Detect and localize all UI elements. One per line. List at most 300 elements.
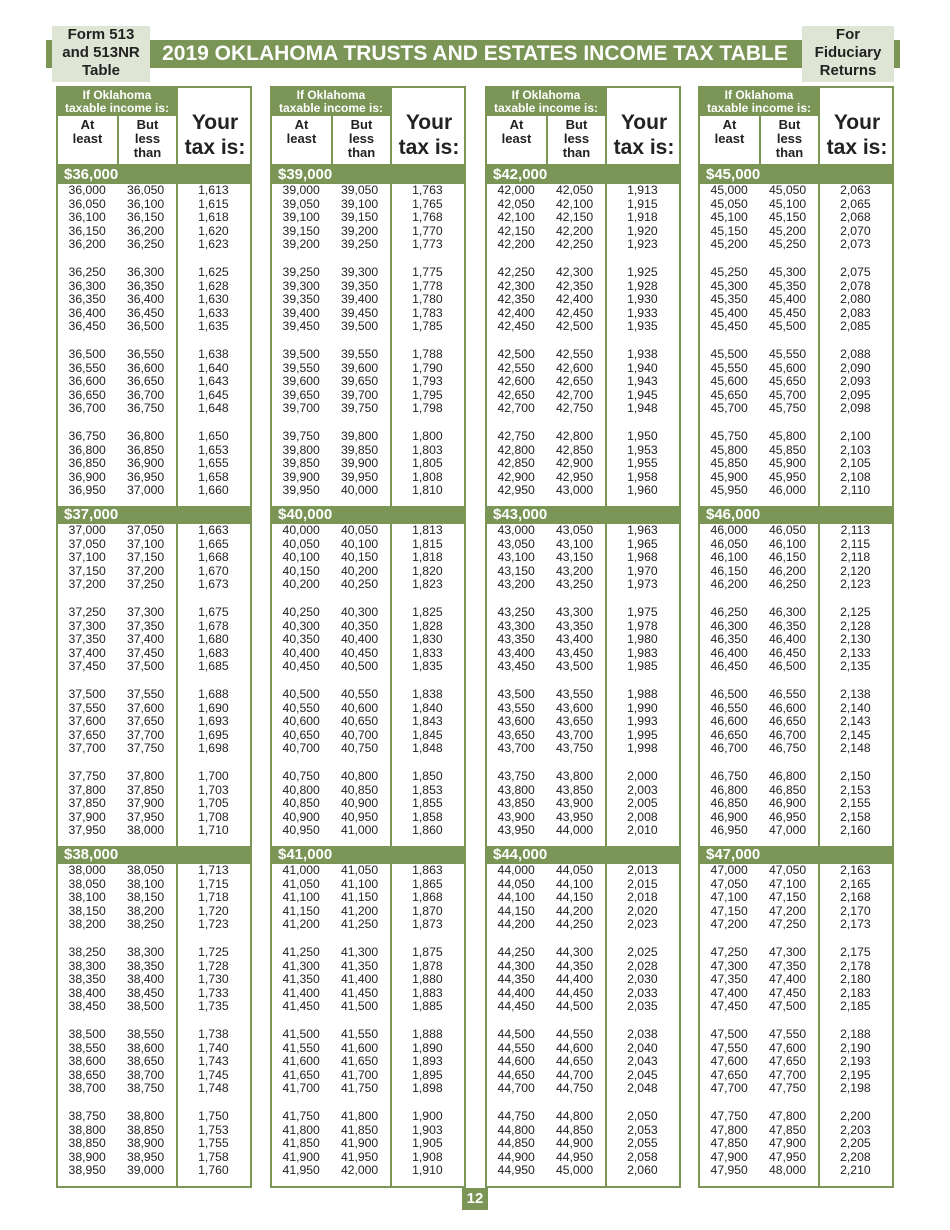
but-less-than-value: 44,650 bbox=[555, 1054, 594, 1069]
but-less-than-value: 47,350 bbox=[768, 958, 807, 973]
but-less-than-value: 38,500 bbox=[126, 999, 165, 1014]
tax-value: 1,940 bbox=[627, 360, 658, 375]
at-least-value: 45,850 bbox=[710, 456, 748, 471]
but-less-than-value: 43,500 bbox=[555, 659, 594, 674]
at-least-value: 45,900 bbox=[710, 469, 748, 484]
tax-value: 1,735 bbox=[198, 999, 229, 1014]
at-least-value: 43,450 bbox=[497, 659, 535, 674]
row-group bbox=[487, 524, 679, 606]
at-least-header-line: least bbox=[714, 131, 745, 146]
at-least-value: 39,550 bbox=[282, 360, 320, 375]
table-row bbox=[700, 784, 892, 798]
tax-value: 2,195 bbox=[840, 1067, 871, 1082]
but-less-than-value: 44,250 bbox=[555, 917, 594, 932]
tax-value: 1,750 bbox=[198, 1109, 229, 1123]
bracket-label: $36,000 bbox=[58, 166, 250, 184]
at-least-value: 42,700 bbox=[497, 401, 535, 416]
table-row bbox=[58, 484, 250, 498]
row-group bbox=[487, 348, 679, 430]
tax-value: 1,865 bbox=[412, 876, 443, 891]
but-less-than-value: 38,800 bbox=[126, 1109, 165, 1123]
at-least-value: 40,250 bbox=[282, 605, 320, 619]
at-least-header-line: At bbox=[80, 117, 95, 132]
tax-value: 2,128 bbox=[840, 618, 871, 633]
table-row bbox=[58, 1055, 250, 1069]
your-tax-header-line: tax is: bbox=[613, 136, 675, 159]
at-least-value: 38,250 bbox=[68, 945, 106, 959]
table-row bbox=[487, 238, 679, 252]
tax-value: 1,788 bbox=[412, 347, 443, 361]
at-least-header-line: At bbox=[722, 117, 737, 132]
but-less-than-value: 46,950 bbox=[768, 809, 807, 824]
at-least-value: 41,050 bbox=[282, 876, 320, 891]
tax-value: 1,973 bbox=[627, 577, 658, 592]
tax-value: 1,948 bbox=[627, 401, 658, 416]
tax-value: 2,110 bbox=[840, 483, 871, 498]
at-least-value: 44,700 bbox=[497, 1081, 535, 1096]
tax-value: 2,115 bbox=[840, 536, 871, 551]
tax-value: 1,718 bbox=[198, 890, 229, 905]
at-least-value: 43,700 bbox=[497, 741, 535, 756]
table-row bbox=[58, 1028, 250, 1042]
but-less-than-value: 45,600 bbox=[768, 360, 807, 375]
row-group bbox=[58, 524, 250, 606]
bracket-label: $42,000 bbox=[487, 166, 679, 184]
but-less-than-value: 36,950 bbox=[126, 469, 165, 484]
but-less-than-value: 39,200 bbox=[340, 223, 379, 238]
but-less-than-value: 41,000 bbox=[340, 823, 379, 838]
tax-value: 1,623 bbox=[198, 237, 229, 252]
tax-value: 2,008 bbox=[627, 809, 658, 824]
column-divider bbox=[818, 864, 820, 1186]
but-less-than-value: 44,850 bbox=[555, 1122, 594, 1137]
at-least-value: 39,750 bbox=[282, 429, 320, 443]
bracket-rows bbox=[58, 184, 250, 506]
but-less-than-value: 47,100 bbox=[768, 876, 807, 891]
at-least-value: 37,700 bbox=[68, 741, 106, 756]
table-row bbox=[272, 1124, 464, 1138]
tax-value: 1,613 bbox=[198, 183, 229, 197]
table-row bbox=[487, 987, 679, 1001]
tax-value: 1,870 bbox=[412, 903, 443, 918]
at-least-value: 37,950 bbox=[68, 823, 106, 838]
but-less-than-value: 42,600 bbox=[555, 360, 594, 375]
but-less-than-value: 38,750 bbox=[126, 1081, 165, 1096]
tax-value: 1,943 bbox=[627, 374, 658, 389]
at-least-value: 44,100 bbox=[497, 890, 535, 905]
table-row bbox=[58, 987, 250, 1001]
tax-value: 2,028 bbox=[627, 958, 658, 973]
row-group bbox=[58, 1110, 250, 1192]
but-less-than-value: 43,850 bbox=[555, 782, 594, 797]
column-divider bbox=[176, 184, 178, 506]
tax-value: 2,190 bbox=[840, 1040, 871, 1055]
row-group bbox=[700, 1028, 892, 1110]
but-less-than-value: 44,450 bbox=[555, 985, 594, 1000]
table-row bbox=[272, 198, 464, 212]
your-tax-header-line: Your bbox=[191, 111, 239, 134]
but-less-than-value: 46,000 bbox=[768, 483, 807, 498]
table-row bbox=[700, 620, 892, 634]
at-least-value: 42,300 bbox=[497, 278, 535, 293]
but-less-than-value: 38,650 bbox=[126, 1054, 165, 1069]
tax-value: 1,935 bbox=[627, 319, 658, 334]
bracket-rows bbox=[700, 184, 892, 506]
tax-value: 1,880 bbox=[412, 972, 443, 987]
table-row bbox=[487, 578, 679, 592]
table-row bbox=[487, 320, 679, 334]
tax-value: 1,803 bbox=[412, 442, 443, 457]
but-less-than-value: 36,550 bbox=[126, 347, 165, 361]
tax-value: 1,983 bbox=[627, 645, 658, 660]
at-least-value: 44,650 bbox=[497, 1067, 535, 1082]
but-less-header-line: But bbox=[778, 117, 801, 132]
tax-value: 1,933 bbox=[627, 305, 658, 320]
table-row bbox=[58, 633, 250, 647]
at-least-value: 39,800 bbox=[282, 442, 320, 457]
at-least-value: 40,550 bbox=[282, 700, 320, 715]
tax-value: 1,743 bbox=[198, 1054, 229, 1069]
row-group bbox=[487, 770, 679, 852]
table-row bbox=[700, 471, 892, 485]
tax-value: 1,805 bbox=[412, 456, 443, 471]
table-row bbox=[700, 688, 892, 702]
table-row bbox=[58, 238, 250, 252]
table-row bbox=[700, 211, 892, 225]
at-least-value: 38,450 bbox=[68, 999, 106, 1014]
bracket-rows bbox=[58, 524, 250, 846]
at-least-value: 46,600 bbox=[710, 714, 748, 729]
bracket-section bbox=[487, 506, 679, 846]
at-least-value: 36,900 bbox=[68, 469, 106, 484]
at-least-value: 42,400 bbox=[497, 305, 535, 320]
at-least-value: 36,000 bbox=[68, 183, 106, 197]
tax-value: 1,633 bbox=[198, 305, 229, 320]
but-less-than-value: 44,100 bbox=[555, 876, 594, 891]
at-least-value: 37,050 bbox=[68, 536, 106, 551]
but-less-than-value: 42,200 bbox=[555, 223, 594, 238]
at-least-value: 46,550 bbox=[710, 700, 748, 715]
at-least-value: 37,550 bbox=[68, 700, 106, 715]
but-less-than-value: 38,400 bbox=[126, 972, 165, 987]
tax-value: 2,103 bbox=[840, 442, 871, 457]
table-row bbox=[272, 362, 464, 376]
table-row bbox=[272, 824, 464, 838]
tax-value: 1,958 bbox=[627, 469, 658, 484]
table-row bbox=[700, 444, 892, 458]
tax-value: 2,018 bbox=[627, 890, 658, 905]
at-least-header-line: least bbox=[501, 131, 532, 146]
bracket-section bbox=[58, 506, 250, 846]
at-least-value: 38,850 bbox=[68, 1136, 106, 1151]
but-less-than-value: 41,400 bbox=[340, 972, 379, 987]
but-less-than-value: 42,950 bbox=[555, 469, 594, 484]
but-less-than-value: 39,250 bbox=[340, 237, 379, 252]
table-row bbox=[487, 633, 679, 647]
but-less-than-value: 43,400 bbox=[555, 632, 594, 647]
but-less-than-header bbox=[548, 118, 605, 160]
but-less-than-value: 42,550 bbox=[555, 347, 594, 361]
tax-value: 1,638 bbox=[198, 347, 229, 361]
table-row bbox=[58, 538, 250, 552]
but-less-than-value: 39,050 bbox=[340, 183, 379, 197]
but-less-than-value: 41,850 bbox=[340, 1122, 379, 1137]
table-row bbox=[58, 225, 250, 239]
at-least-value: 42,850 bbox=[497, 456, 535, 471]
income-header-line: taxable income is: bbox=[64, 101, 170, 115]
tax-value: 1,968 bbox=[627, 550, 658, 565]
at-least-value: 38,050 bbox=[68, 876, 106, 891]
at-least-value: 46,450 bbox=[710, 659, 748, 674]
table-row bbox=[487, 647, 679, 661]
income-header-line: taxable income is: bbox=[493, 101, 599, 115]
at-least-value: 37,600 bbox=[68, 714, 106, 729]
tax-value: 1,720 bbox=[198, 903, 229, 918]
table-row bbox=[700, 184, 892, 198]
at-least-value: 38,500 bbox=[68, 1027, 106, 1041]
table-row bbox=[58, 471, 250, 485]
table-row bbox=[58, 444, 250, 458]
table-row bbox=[272, 1164, 464, 1178]
at-least-value: 47,200 bbox=[710, 917, 748, 932]
but-less-than-value: 36,500 bbox=[126, 319, 165, 334]
at-least-value: 46,900 bbox=[710, 809, 748, 824]
but-less-than-value: 37,000 bbox=[126, 483, 165, 498]
but-less-than-value: 47,950 bbox=[768, 1149, 807, 1164]
table-row bbox=[487, 620, 679, 634]
tax-value: 2,058 bbox=[627, 1149, 658, 1164]
at-least-value: 40,150 bbox=[282, 563, 320, 578]
at-least-value: 43,800 bbox=[497, 782, 535, 797]
tax-value: 1,738 bbox=[198, 1027, 229, 1041]
at-least-value: 42,500 bbox=[497, 347, 535, 361]
at-least-value: 39,150 bbox=[282, 223, 320, 238]
tax-value: 2,013 bbox=[627, 863, 658, 877]
table-row bbox=[58, 1082, 250, 1096]
fiduciary-label-line: Returns bbox=[819, 62, 877, 79]
table-row bbox=[58, 647, 250, 661]
but-less-header-line: less bbox=[563, 131, 590, 146]
table-row bbox=[272, 471, 464, 485]
but-less-than-value: 37,450 bbox=[126, 645, 165, 660]
table-row bbox=[58, 620, 250, 634]
table-row bbox=[272, 1055, 464, 1069]
tax-value: 2,118 bbox=[840, 550, 871, 565]
tax-value: 1,913 bbox=[627, 183, 658, 197]
tax-value: 1,848 bbox=[412, 741, 443, 756]
but-less-than-value: 36,600 bbox=[126, 360, 165, 375]
table-row bbox=[700, 811, 892, 825]
but-less-header-line: less bbox=[776, 131, 803, 146]
but-less-than-value: 46,550 bbox=[768, 687, 807, 701]
tax-value: 1,615 bbox=[198, 196, 229, 211]
row-group bbox=[487, 688, 679, 770]
table-row bbox=[58, 551, 250, 565]
at-least-value: 46,750 bbox=[710, 769, 748, 783]
at-least-value: 45,350 bbox=[710, 292, 748, 307]
tax-value: 2,158 bbox=[840, 809, 871, 824]
at-least-value: 47,650 bbox=[710, 1067, 748, 1082]
at-least-value: 37,150 bbox=[68, 563, 106, 578]
at-least-value: 39,700 bbox=[282, 401, 320, 416]
column-divider bbox=[605, 184, 607, 506]
tax-value: 1,793 bbox=[412, 374, 443, 389]
tax-value: 1,795 bbox=[412, 387, 443, 402]
table-row bbox=[58, 742, 250, 756]
but-less-than-value: 43,200 bbox=[555, 563, 594, 578]
table-row bbox=[58, 729, 250, 743]
tax-value: 2,188 bbox=[840, 1027, 871, 1041]
but-less-than-value: 47,400 bbox=[768, 972, 807, 987]
table-row bbox=[487, 551, 679, 565]
table-row bbox=[58, 1000, 250, 1014]
table-row bbox=[700, 307, 892, 321]
tax-value: 2,093 bbox=[840, 374, 871, 389]
at-least-value: 47,000 bbox=[710, 863, 748, 877]
but-less-than-value: 37,850 bbox=[126, 782, 165, 797]
table-row bbox=[487, 280, 679, 294]
but-less-than-value: 39,500 bbox=[340, 319, 379, 334]
at-least-value: 47,950 bbox=[710, 1163, 748, 1178]
at-least-value: 43,950 bbox=[497, 823, 535, 838]
at-least-value: 44,150 bbox=[497, 903, 535, 918]
at-least-value: 37,100 bbox=[68, 550, 106, 565]
at-least-value: 43,750 bbox=[497, 769, 535, 783]
tax-value: 2,198 bbox=[840, 1081, 871, 1096]
but-less-than-value: 41,950 bbox=[340, 1149, 379, 1164]
tax-value: 1,918 bbox=[627, 210, 658, 225]
tax-value: 1,990 bbox=[627, 700, 658, 715]
at-least-value: 41,500 bbox=[282, 1027, 320, 1041]
but-less-than-value: 40,300 bbox=[340, 605, 379, 619]
tax-value: 1,680 bbox=[198, 632, 229, 647]
tax-value: 1,695 bbox=[198, 727, 229, 742]
at-least-value: 45,200 bbox=[710, 237, 748, 252]
but-less-than-value: 45,750 bbox=[768, 401, 807, 416]
but-less-than-value: 46,650 bbox=[768, 714, 807, 729]
but-less-than-value: 40,800 bbox=[340, 769, 379, 783]
but-less-than-value: 40,950 bbox=[340, 809, 379, 824]
at-least-value: 40,600 bbox=[282, 714, 320, 729]
table-row bbox=[58, 715, 250, 729]
bracket-section bbox=[58, 166, 250, 506]
table-row bbox=[272, 891, 464, 905]
tax-value: 2,015 bbox=[627, 876, 658, 891]
table-row bbox=[272, 402, 464, 416]
at-least-value: 38,300 bbox=[68, 958, 106, 973]
tax-value: 1,655 bbox=[198, 456, 229, 471]
at-least-value: 47,800 bbox=[710, 1122, 748, 1137]
row-group bbox=[487, 1110, 679, 1192]
but-less-than-value: 37,950 bbox=[126, 809, 165, 824]
but-less-than-value: 39,450 bbox=[340, 305, 379, 320]
row-group bbox=[487, 946, 679, 1028]
at-least-value: 36,050 bbox=[68, 196, 106, 211]
table-row bbox=[272, 565, 464, 579]
row-group bbox=[487, 184, 679, 266]
but-less-than-value: 41,250 bbox=[340, 917, 379, 932]
tax-value: 1,643 bbox=[198, 374, 229, 389]
tax-value: 1,818 bbox=[412, 550, 443, 565]
but-less-than-value: 46,500 bbox=[768, 659, 807, 674]
at-least-value: 42,000 bbox=[497, 183, 535, 197]
but-less-than-value: 43,000 bbox=[555, 483, 594, 498]
at-least-value: 36,250 bbox=[68, 265, 106, 279]
bracket-label: $38,000 bbox=[58, 846, 250, 864]
at-least-value: 42,600 bbox=[497, 374, 535, 389]
but-less-than-value: 36,450 bbox=[126, 305, 165, 320]
table-row bbox=[700, 1042, 892, 1056]
but-less-than-value: 43,800 bbox=[555, 769, 594, 783]
table-row bbox=[487, 307, 679, 321]
at-least-value: 39,650 bbox=[282, 387, 320, 402]
bracket-section bbox=[272, 166, 464, 506]
at-least-header-line: least bbox=[72, 131, 103, 146]
table-row bbox=[700, 824, 892, 838]
row-group bbox=[700, 348, 892, 430]
table-row bbox=[700, 198, 892, 212]
bracket-label: $37,000 bbox=[58, 506, 250, 524]
but-less-header-line: But bbox=[350, 117, 373, 132]
bracket-section bbox=[700, 506, 892, 846]
table-row bbox=[700, 1055, 892, 1069]
at-least-value: 45,650 bbox=[710, 387, 748, 402]
at-least-header-line: At bbox=[294, 117, 309, 132]
at-least-value: 37,250 bbox=[68, 605, 106, 619]
table-row bbox=[272, 742, 464, 756]
row-group bbox=[58, 266, 250, 348]
tax-value: 1,760 bbox=[198, 1163, 229, 1178]
but-less-than-value: 37,650 bbox=[126, 714, 165, 729]
income-header-line: taxable income is: bbox=[706, 101, 812, 115]
bracket-label: $44,000 bbox=[487, 846, 679, 864]
table-row bbox=[487, 797, 679, 811]
but-less-than-header bbox=[761, 118, 818, 160]
but-less-than-value: 45,150 bbox=[768, 210, 807, 225]
table-row bbox=[487, 1151, 679, 1165]
table-row bbox=[58, 280, 250, 294]
at-least-value: 38,750 bbox=[68, 1109, 106, 1123]
tax-value: 1,858 bbox=[412, 809, 443, 824]
at-least-value: 41,450 bbox=[282, 999, 320, 1014]
bracket-rows bbox=[487, 184, 679, 506]
but-less-than-value: 39,550 bbox=[340, 347, 379, 361]
at-least-value: 37,000 bbox=[68, 523, 106, 537]
table-row bbox=[58, 362, 250, 376]
but-less-than-value: 41,700 bbox=[340, 1067, 379, 1082]
table-row bbox=[487, 864, 679, 878]
page-title: 2019 OKLAHOMA TRUSTS AND ESTATES INCOME TAX TABLE bbox=[162, 42, 788, 65]
table-row bbox=[272, 1137, 464, 1151]
but-less-than-value: 38,700 bbox=[126, 1067, 165, 1082]
table-row bbox=[487, 402, 679, 416]
but-less-than-value: 47,500 bbox=[768, 999, 807, 1014]
but-less-than-value: 46,300 bbox=[768, 605, 807, 619]
at-least-value: 45,050 bbox=[710, 196, 748, 211]
tax-value: 2,078 bbox=[840, 278, 871, 293]
but-less-than-value: 46,200 bbox=[768, 563, 807, 578]
table-row bbox=[58, 918, 250, 932]
tax-value: 1,653 bbox=[198, 442, 229, 457]
tax-value: 1,650 bbox=[198, 429, 229, 443]
row-group bbox=[272, 184, 464, 266]
but-less-than-value: 45,250 bbox=[768, 237, 807, 252]
at-least-value: 47,750 bbox=[710, 1109, 748, 1123]
tax-value: 1,945 bbox=[627, 387, 658, 402]
but-less-than-value: 40,350 bbox=[340, 618, 379, 633]
tax-value: 2,035 bbox=[627, 999, 658, 1014]
form-label-line: Table bbox=[81, 62, 121, 79]
